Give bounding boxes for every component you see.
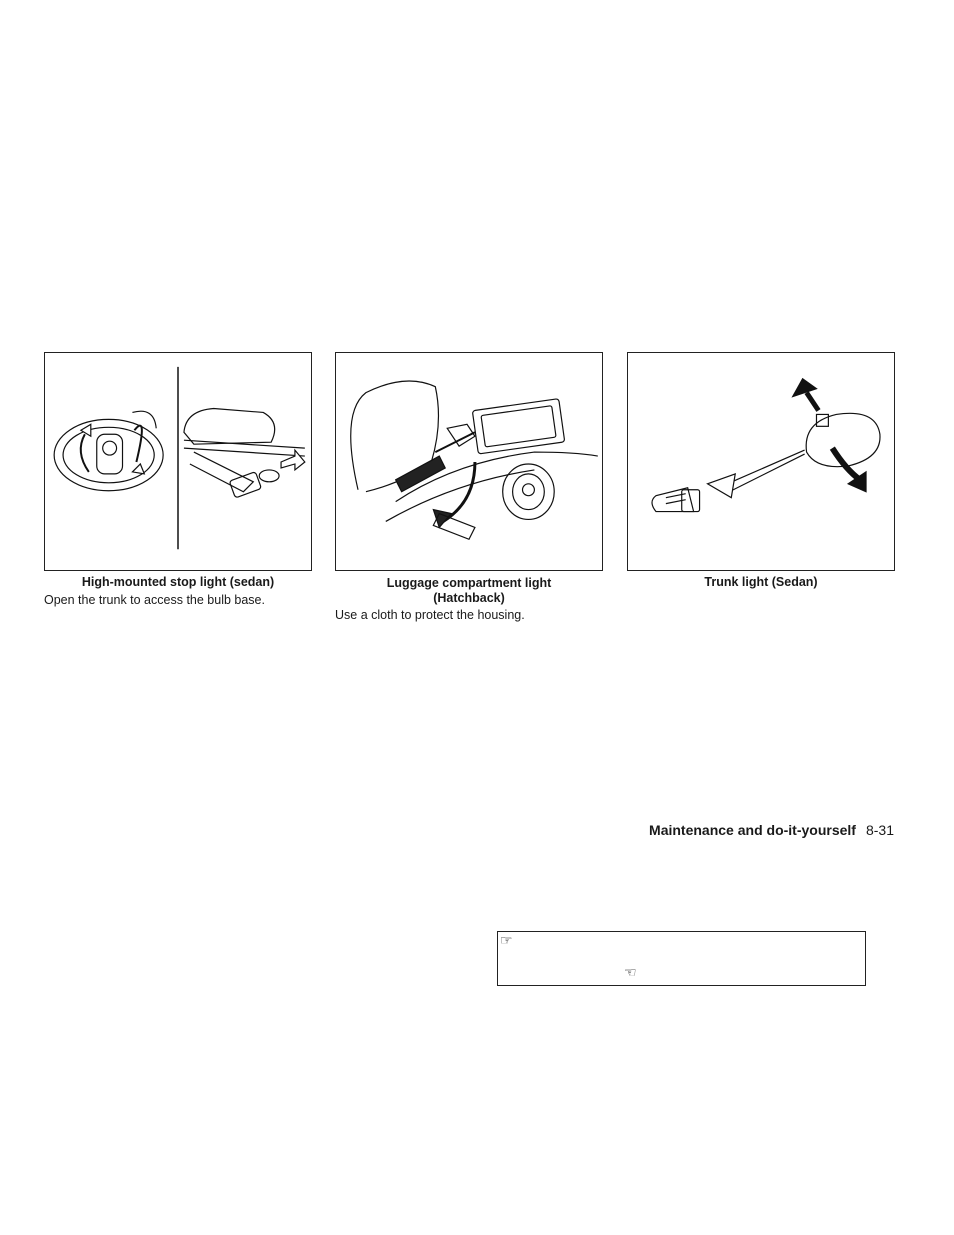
stop-light-illustration	[45, 353, 311, 570]
footer-section-title: Maintenance and do-it-yourself	[649, 822, 856, 838]
trunk-light-illustration	[628, 353, 894, 570]
footer-page-number: 8-31	[865, 822, 894, 838]
figure-1-note: Open the trunk to access the bulb base.	[44, 593, 265, 607]
figure-1-caption: High-mounted stop light (sedan)	[81, 575, 275, 589]
figure-2-caption-line2: (Hatchback)	[433, 591, 505, 605]
figure-luggage-compartment-light	[335, 352, 603, 571]
figure-2-caption-line1: Luggage compartment light	[386, 576, 552, 590]
figure-2-note: Use a cloth to protect the housing.	[335, 608, 525, 622]
index-box	[497, 931, 866, 986]
pointing-hand-left-icon: ☜	[624, 964, 637, 980]
page-footer	[649, 822, 894, 838]
figure-3-caption: Trunk light (Sedan)	[704, 575, 818, 589]
figure-trunk-light	[627, 352, 895, 571]
figure-high-mounted-stop-light	[44, 352, 312, 571]
figure-2-caption	[335, 576, 603, 606]
pointing-hand-right-icon: ☞	[500, 932, 513, 948]
luggage-light-illustration	[336, 353, 602, 570]
